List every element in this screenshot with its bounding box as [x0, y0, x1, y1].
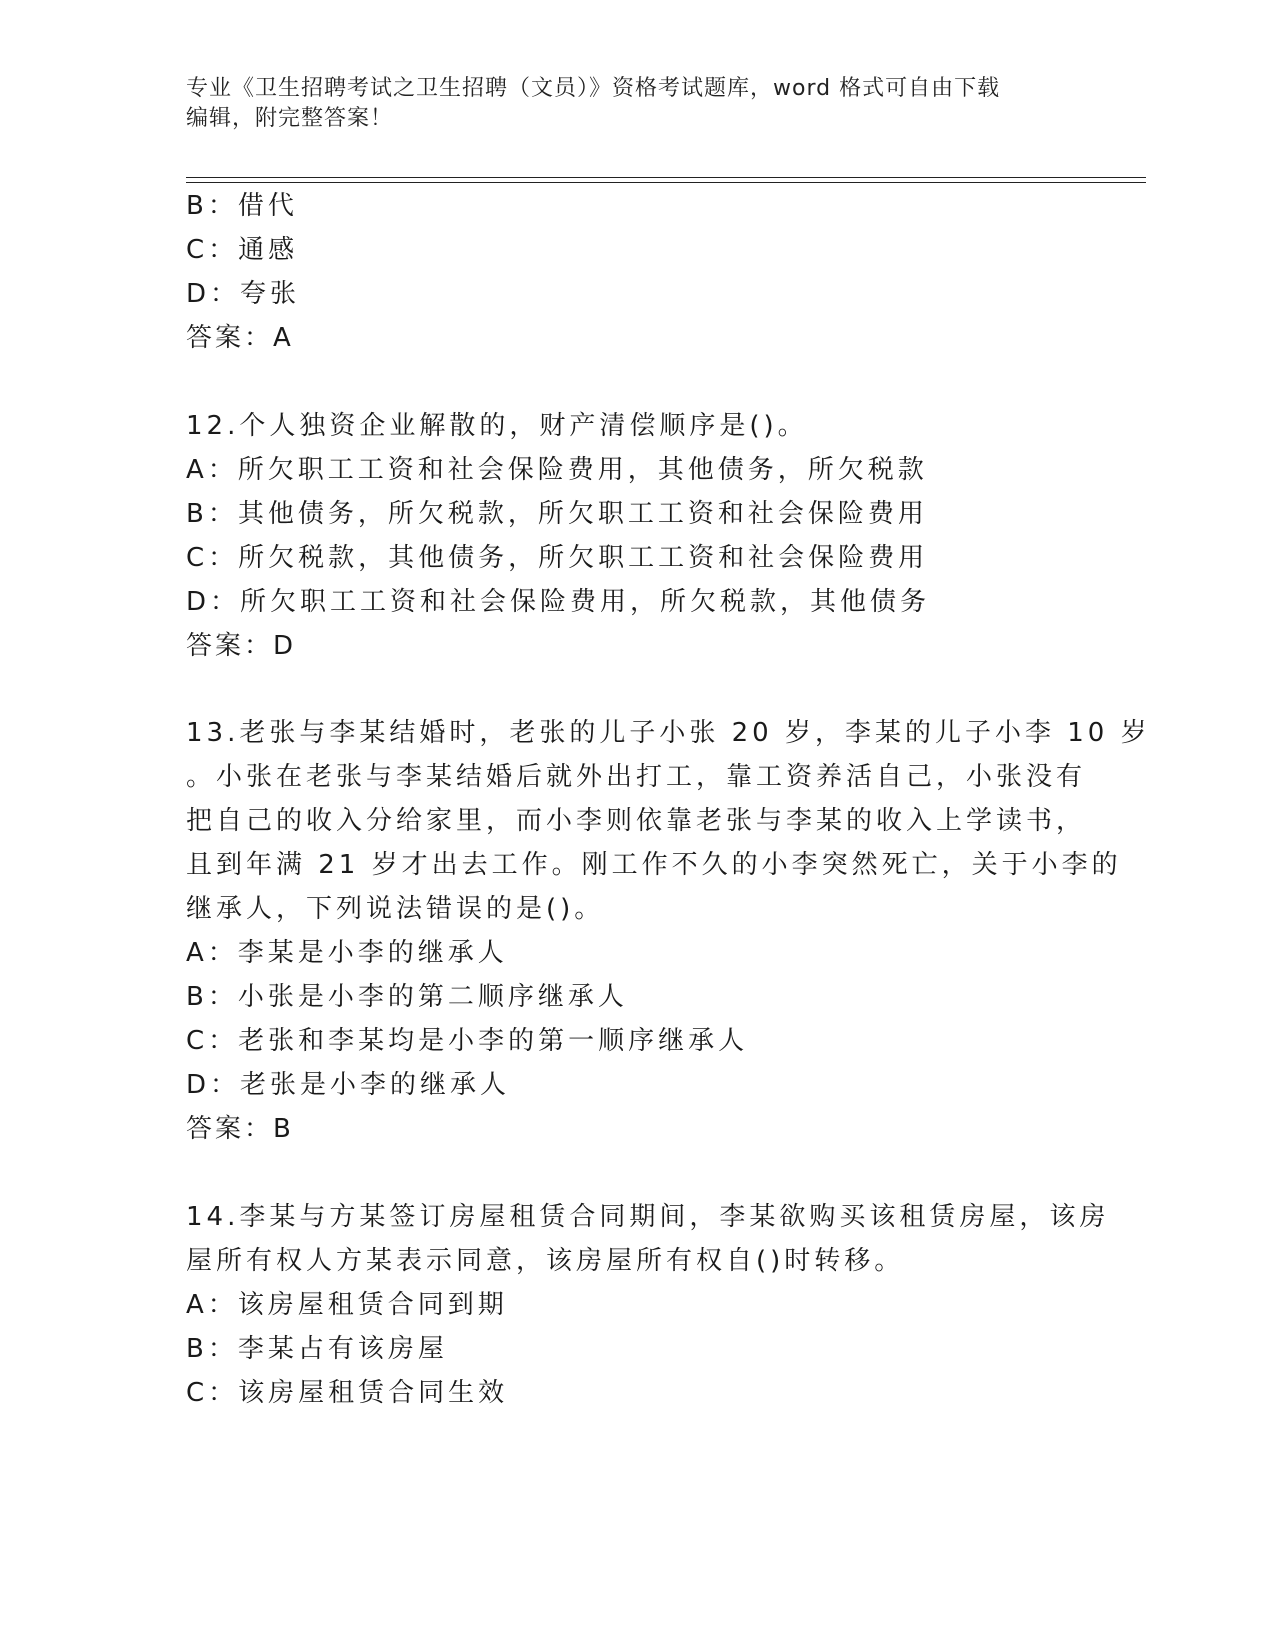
q11-option-c: C：通感: [186, 235, 299, 265]
header-divider-bottom: [186, 182, 1146, 183]
q11-answer: 答案：A: [186, 323, 294, 353]
q11-option-d: D：夸张: [186, 279, 301, 309]
q11-option-b: B：借代: [186, 191, 298, 221]
q12-option-b: B：其他债务，所欠税款，所欠职工工资和社会保险费用: [186, 499, 928, 529]
q14-stem-line-1: 14.李某与方某签订房屋租赁合同期间，李某欲购买该租赁房屋，该房: [186, 1202, 1110, 1232]
q14-option-c: C：该房屋租赁合同生效: [186, 1378, 509, 1408]
header-line-1: 专业《卫生招聘考试之卫生招聘（文员）》资格考试题库，word 格式可自由下载: [186, 76, 1001, 101]
q12-option-c: C：所欠税款，其他债务，所欠职工工资和社会保险费用: [186, 543, 929, 573]
q13-stem-line-4: 且到年满 21 岁才出去工作。刚工作不久的小李突然死亡，关于小李的: [186, 850, 1122, 880]
q14-option-b: B：李某占有该房屋: [186, 1334, 448, 1364]
q12-option-d: D：所欠职工工资和社会保险费用，所欠税款，其他债务: [186, 587, 931, 617]
q14-stem-line-2: 屋所有权人方某表示同意，该房屋所有权自()时转移。: [186, 1246, 905, 1276]
q12-answer: 答案：D: [186, 631, 297, 661]
q12-stem: 12.个人独资企业解散的，财产清偿顺序是()。: [186, 411, 808, 441]
q13-option-a: A：李某是小李的继承人: [186, 938, 508, 968]
q13-stem-line-3: 把自己的收入分给家里，而小李则依靠老张与李某的收入上学读书，: [186, 806, 1087, 836]
q12-option-a: A：所欠职工工资和社会保险费用，其他债务，所欠税款: [186, 455, 928, 485]
q13-option-c: C：老张和李某均是小李的第一顺序继承人: [186, 1026, 749, 1056]
q13-answer: 答案：B: [186, 1114, 294, 1144]
q14-option-a: A：该房屋租赁合同到期: [186, 1290, 508, 1320]
header-line-2: 编辑，附完整答案！: [186, 106, 394, 131]
q13-stem-line-1: 13.老张与李某结婚时，老张的儿子小张 20 岁，李某的儿子小李 10 岁: [186, 718, 1151, 748]
q13-stem-line-2: 。小张在老张与李某结婚后就外出打工，靠工资养活自己，小张没有: [186, 762, 1087, 792]
q13-option-b: B：小张是小李的第二顺序继承人: [186, 982, 628, 1012]
q13-option-d: D：老张是小李的继承人: [186, 1070, 511, 1100]
document-header: [186, 74, 1066, 134]
q13-stem-line-5: 继承人，下列说法错误的是()。: [186, 894, 605, 924]
header-divider-top: [186, 177, 1146, 178]
